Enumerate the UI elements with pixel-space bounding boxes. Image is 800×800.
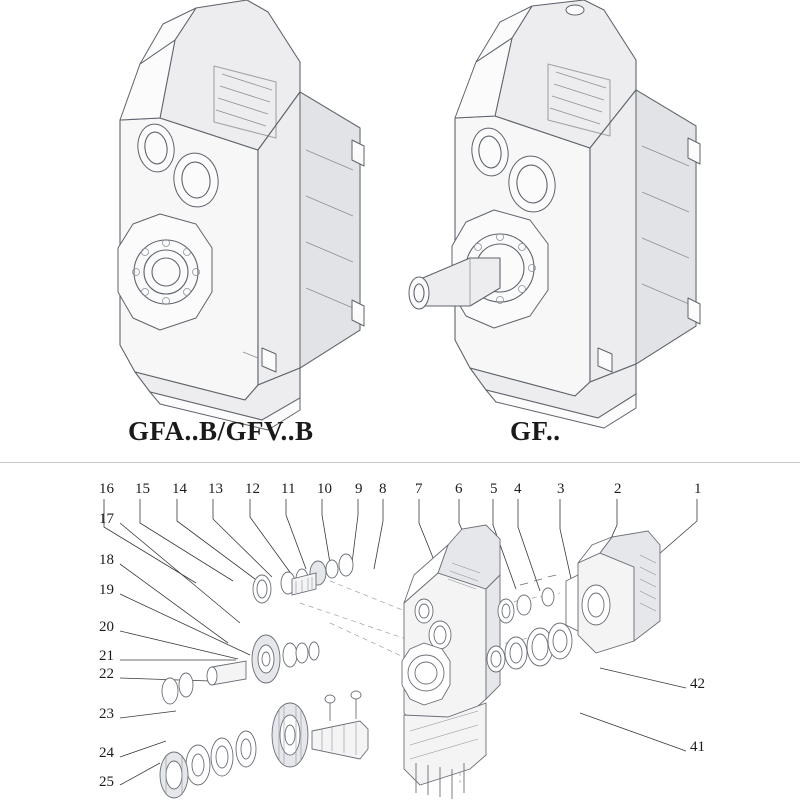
exploded-view-area	[0, 463, 800, 800]
exploded-housing	[402, 525, 500, 785]
exploded-motor-adapter	[566, 531, 660, 653]
callout-7: 7	[415, 481, 423, 497]
caption-right-gearbox: GF..	[510, 416, 561, 446]
callout-11: 11	[281, 481, 296, 497]
callout-4: 4	[514, 481, 522, 497]
exploded-view-svg	[0, 463, 800, 800]
callout-12: 12	[245, 481, 260, 497]
callout-14: 14	[172, 481, 187, 497]
callout-23: 23	[99, 706, 114, 722]
callout-25: 25	[99, 774, 114, 790]
callout-24: 24	[99, 745, 114, 761]
callout-13: 13	[208, 481, 223, 497]
callout-41: 41	[690, 739, 705, 755]
callout-16: 16	[99, 481, 114, 497]
callout-5: 5	[490, 481, 498, 497]
exploded-shaft-train-bottom	[160, 691, 368, 798]
callout-1: 1	[694, 481, 702, 497]
callout-21: 21	[99, 648, 114, 664]
left-gearbox-drawing	[118, 0, 364, 430]
callout-15: 15	[135, 481, 150, 497]
callout-6: 6	[455, 481, 463, 497]
callout-3: 3	[557, 481, 565, 497]
callout-9: 9	[355, 481, 363, 497]
callout-42: 42	[690, 676, 705, 692]
right-gearbox-drawing	[409, 0, 700, 428]
callout-10: 10	[317, 481, 332, 497]
callout-19: 19	[99, 582, 114, 598]
callout-18: 18	[99, 552, 114, 568]
callout-8: 8	[379, 481, 387, 497]
callout-20: 20	[99, 619, 114, 635]
callout-22: 22	[99, 666, 114, 682]
caption-left-gearbox: GFA..B/GFV..B	[128, 416, 314, 446]
exploded-shaft-train-middle	[162, 635, 319, 704]
callout-17: 17	[99, 511, 114, 527]
callout-2: 2	[614, 481, 622, 497]
